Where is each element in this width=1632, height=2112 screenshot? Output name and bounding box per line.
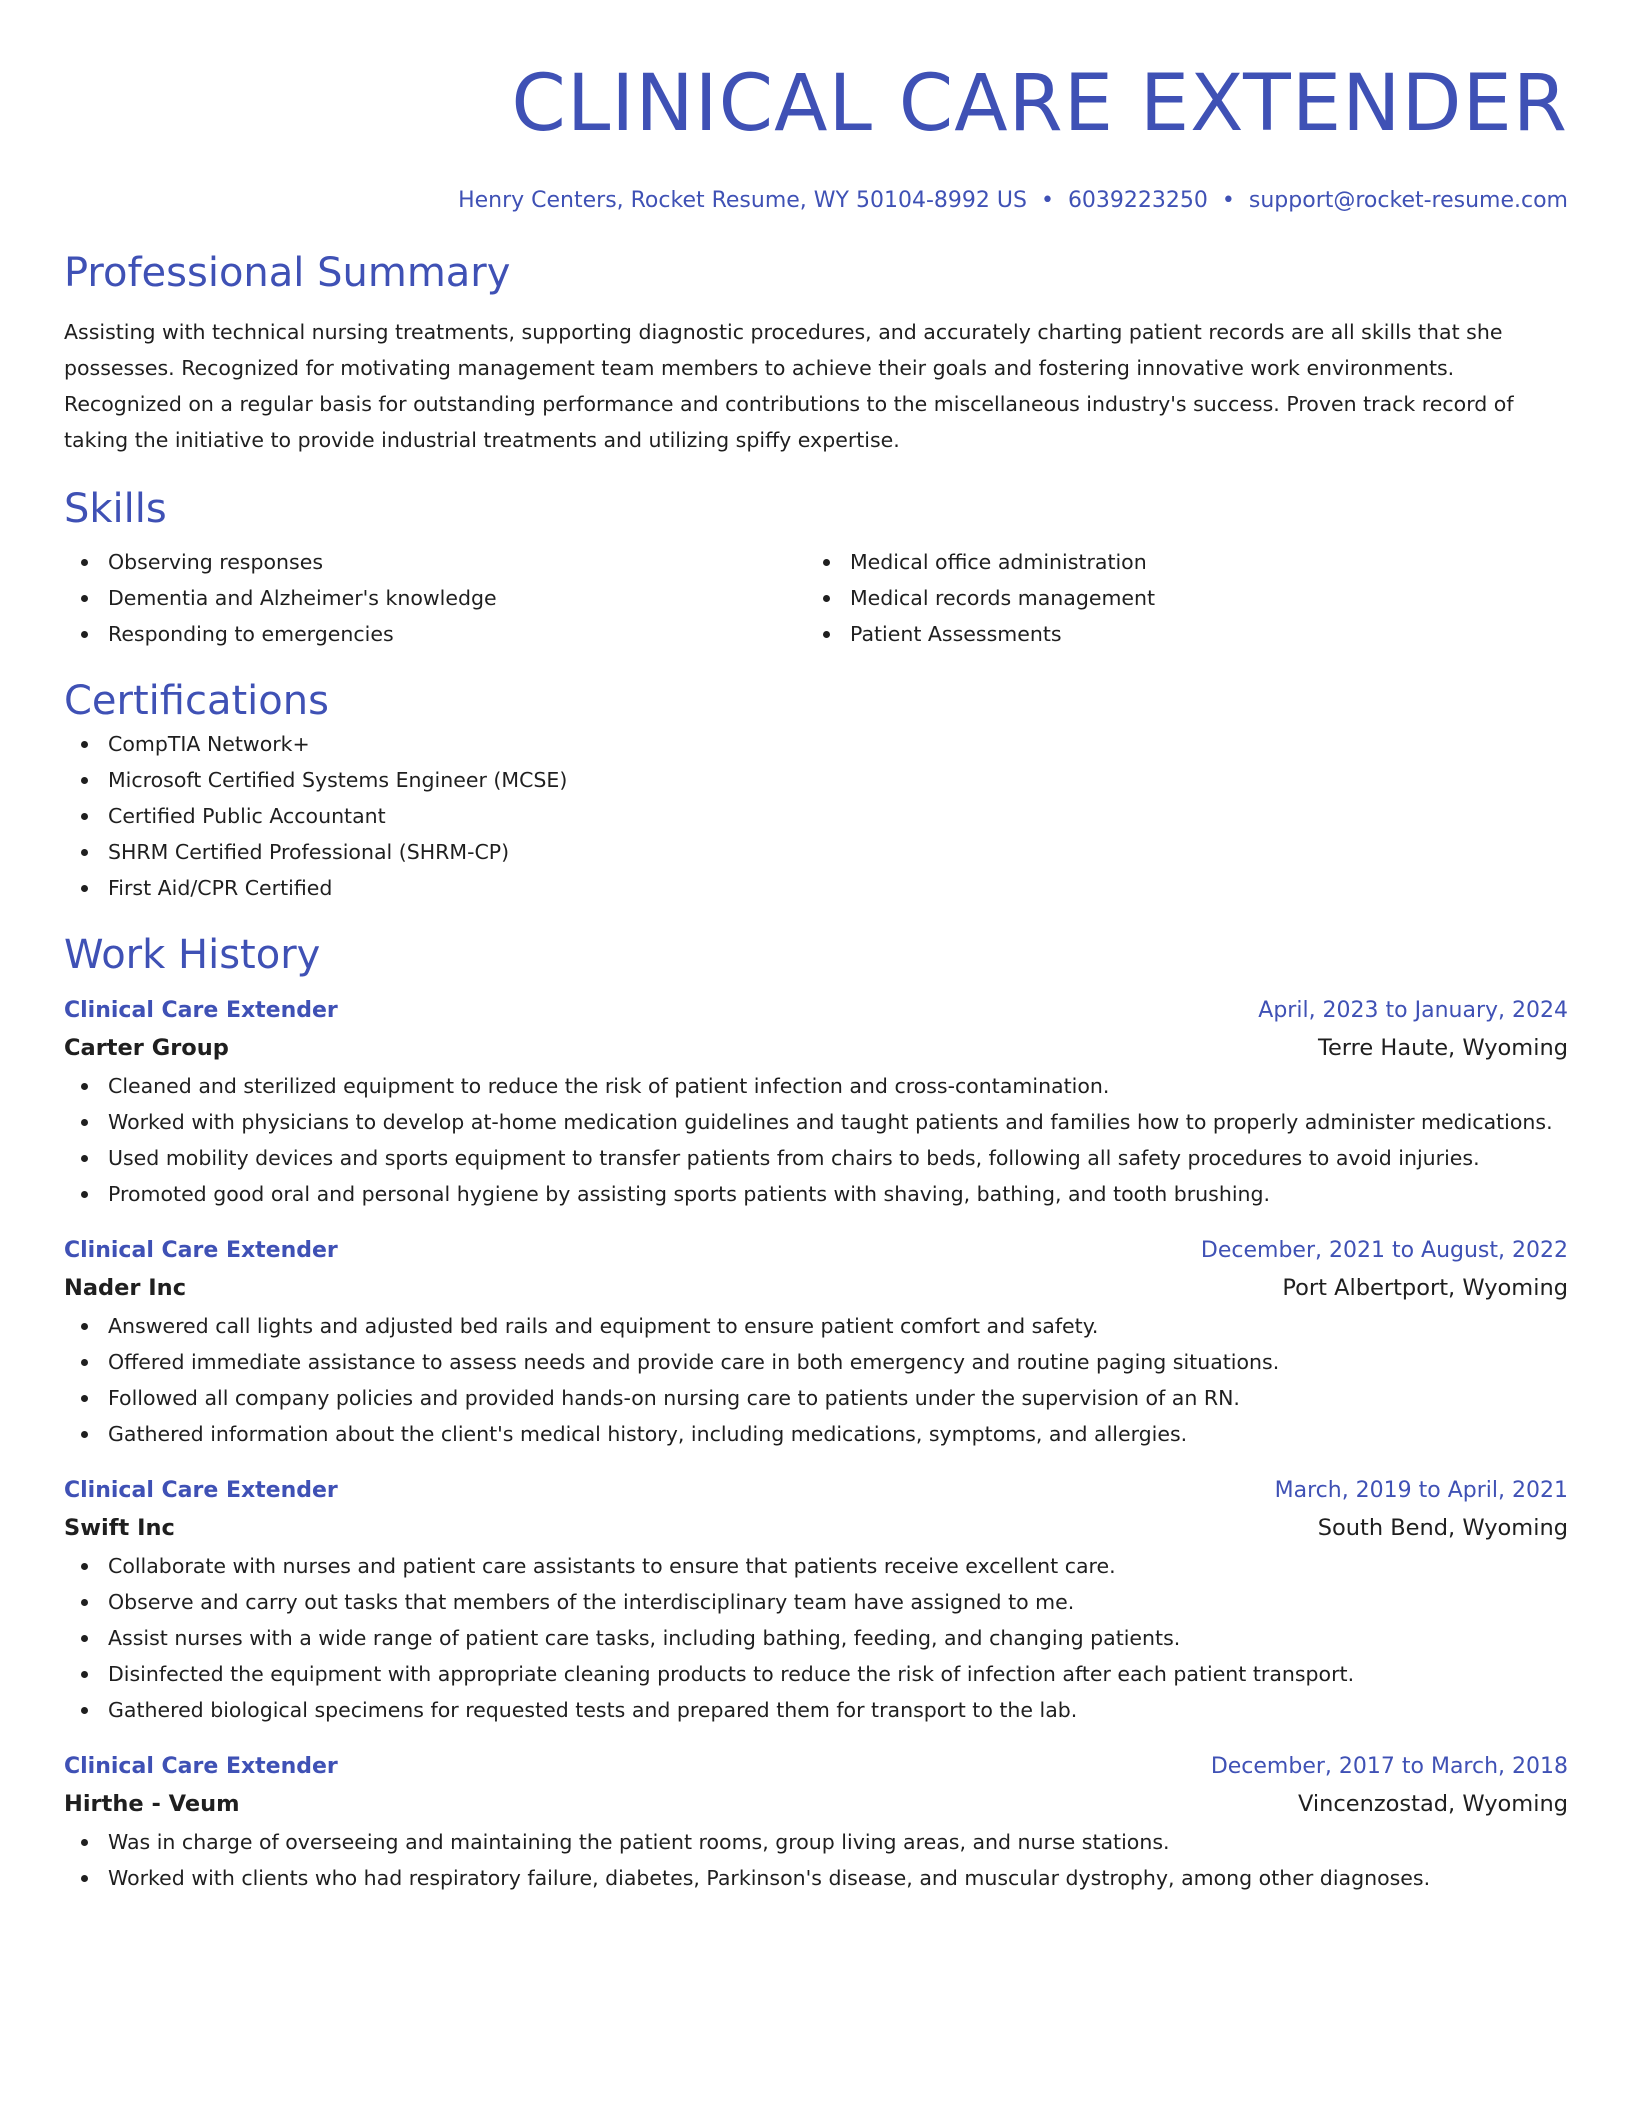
skills-column-left bbox=[64, 544, 806, 652]
job-company: Hirthe - Veum bbox=[64, 1791, 240, 1817]
job-company: Swift Inc bbox=[64, 1515, 175, 1541]
list-item: Dementia and Alzheimer's knowledge bbox=[64, 580, 806, 616]
list-item: Collaborate with nurses and patient care assistants to ensure that patients receive excellent care. bbox=[64, 1548, 1568, 1584]
list-item: Responding to emergencies bbox=[64, 616, 806, 652]
list-item: Microsoft Certified Systems Engineer (MCSE) bbox=[64, 762, 1568, 798]
job-title: Clinical Care Extender bbox=[64, 1238, 338, 1263]
job-company: Carter Group bbox=[64, 1035, 229, 1061]
section-title-summary: Professional Summary bbox=[64, 250, 511, 296]
list-item: Disinfected the equipment with appropriate cleaning products to reduce the risk of infection after each patient transport. bbox=[64, 1656, 1568, 1692]
contact-phone: 6039223250 bbox=[1067, 188, 1208, 213]
job-entry bbox=[64, 1234, 1568, 1452]
skills-grid bbox=[64, 544, 1568, 652]
certifications-section bbox=[64, 676, 1568, 906]
list-item: Cleaned and sterilized equipment to reduce the risk of patient infection and cross-contamination. bbox=[64, 1068, 1568, 1104]
job-title: Clinical Care Extender bbox=[64, 1478, 338, 1503]
list-item: Observing responses bbox=[64, 544, 806, 580]
skills-section bbox=[64, 484, 1568, 652]
section-title-skills: Skills bbox=[64, 486, 167, 532]
list-item: Was in charge of overseeing and maintaining the patient rooms, group living areas, and nurse stations. bbox=[64, 1824, 1568, 1860]
list-item: Certified Public Accountant bbox=[64, 798, 1568, 834]
contact-separator: • bbox=[1221, 188, 1235, 213]
list-item: Gathered biological specimens for requested tests and prepared them for transport to the lab. bbox=[64, 1692, 1568, 1728]
job-title: Clinical Care Extender bbox=[64, 998, 338, 1023]
job-entry bbox=[64, 1750, 1568, 1896]
job-company-row bbox=[64, 1508, 1568, 1548]
list-item: Gathered information about the client's medical history, including medications, symptoms, and allergies. bbox=[64, 1416, 1568, 1452]
list-item: Answered call lights and adjusted bed rails and equipment to ensure patient comfort and safety. bbox=[64, 1308, 1568, 1344]
job-company: Nader Inc bbox=[64, 1275, 187, 1301]
list-item: Patient Assessments bbox=[806, 616, 1548, 652]
list-item: Assist nurses with a wide range of patient care tasks, including bathing, feeding, and changing patients. bbox=[64, 1620, 1568, 1656]
job-company-row bbox=[64, 1784, 1568, 1824]
job-company-row bbox=[64, 1268, 1568, 1308]
job-location: Port Albertport, Wyoming bbox=[1282, 1275, 1568, 1301]
job-location: Terre Haute, Wyoming bbox=[1318, 1035, 1568, 1061]
section-title-work-history: Work History bbox=[64, 932, 321, 978]
list-item: Medical records management bbox=[806, 580, 1548, 616]
job-entry bbox=[64, 994, 1568, 1212]
section-title-certifications: Certifications bbox=[64, 678, 329, 724]
job-duties-list bbox=[64, 1824, 1568, 1896]
contact-email[interactable]: support@rocket-resume.com bbox=[1248, 188, 1568, 213]
skills-list bbox=[806, 544, 1548, 652]
job-location: Vincenzostad, Wyoming bbox=[1297, 1791, 1568, 1817]
summary-text: Assisting with technical nursing treatments, supporting diagnostic procedures, and accurately charting patient records are all skills that she possesses. Recognized for motivating management team members to achieve their goals and fostering innovative work environments. Recognized on a regular basis for outstanding performance and contributions to the miscellaneous industry's success. Proven track record of taking the initiative to provide industrial treatments and utilizing spiffy expertise. bbox=[64, 320, 1514, 452]
skills-column-right bbox=[806, 544, 1548, 652]
list-item: CompTIA Network+ bbox=[64, 726, 1568, 762]
job-location: South Bend, Wyoming bbox=[1317, 1515, 1568, 1541]
job-entry bbox=[64, 1474, 1568, 1728]
job-title-row bbox=[64, 994, 1568, 1028]
list-item: Offered immediate assistance to assess needs and provide care in both emergency and routine paging situations. bbox=[64, 1344, 1568, 1380]
page-title: CLINICAL CARE EXTENDER bbox=[511, 59, 1568, 149]
certifications-list bbox=[64, 726, 1568, 906]
job-title: Clinical Care Extender bbox=[64, 1754, 338, 1779]
list-item: Worked with clients who had respiratory failure, diabetes, Parkinson's disease, and muscular dystrophy, among other diagnoses. bbox=[64, 1860, 1568, 1896]
job-title-row bbox=[64, 1234, 1568, 1268]
job-duties-list bbox=[64, 1548, 1568, 1728]
job-company-row bbox=[64, 1028, 1568, 1068]
job-dates: December, 2017 to March, 2018 bbox=[1210, 1754, 1568, 1779]
resume-header bbox=[64, 56, 1568, 216]
skills-list bbox=[64, 544, 806, 652]
list-item: Promoted good oral and personal hygiene by assisting sports patients with shaving, bathing, and tooth brushing. bbox=[64, 1176, 1568, 1212]
list-item: Used mobility devices and sports equipment to transfer patients from chairs to beds, following all safety procedures to avoid injuries. bbox=[64, 1140, 1568, 1176]
contact-address: Henry Centers, Rocket Resume, WY 50104-8992 US bbox=[458, 188, 1027, 213]
list-item: Worked with physicians to develop at-home medication guidelines and taught patients and families how to properly administer medications. bbox=[64, 1104, 1568, 1140]
job-title-row bbox=[64, 1474, 1568, 1508]
list-item: First Aid/CPR Certified bbox=[64, 870, 1568, 906]
list-item: SHRM Certified Professional (SHRM-CP) bbox=[64, 834, 1568, 870]
list-item: Medical office administration bbox=[806, 544, 1548, 580]
job-dates: April, 2023 to January, 2024 bbox=[1258, 998, 1568, 1023]
job-duties-list bbox=[64, 1068, 1568, 1212]
summary-section bbox=[64, 248, 1568, 458]
job-dates: December, 2021 to August, 2022 bbox=[1200, 1238, 1568, 1263]
contact-separator: • bbox=[1040, 188, 1054, 213]
list-item: Observe and carry out tasks that members of the interdisciplinary team have assigned to me. bbox=[64, 1584, 1568, 1620]
work-history-section bbox=[64, 930, 1568, 1896]
contact-line bbox=[64, 186, 1568, 216]
job-duties-list bbox=[64, 1308, 1568, 1452]
job-title-row bbox=[64, 1750, 1568, 1784]
list-item: Followed all company policies and provided hands-on nursing care to patients under the supervision of an RN. bbox=[64, 1380, 1568, 1416]
job-dates: March, 2019 to April, 2021 bbox=[1274, 1478, 1568, 1503]
resume-page bbox=[64, 0, 1568, 1896]
